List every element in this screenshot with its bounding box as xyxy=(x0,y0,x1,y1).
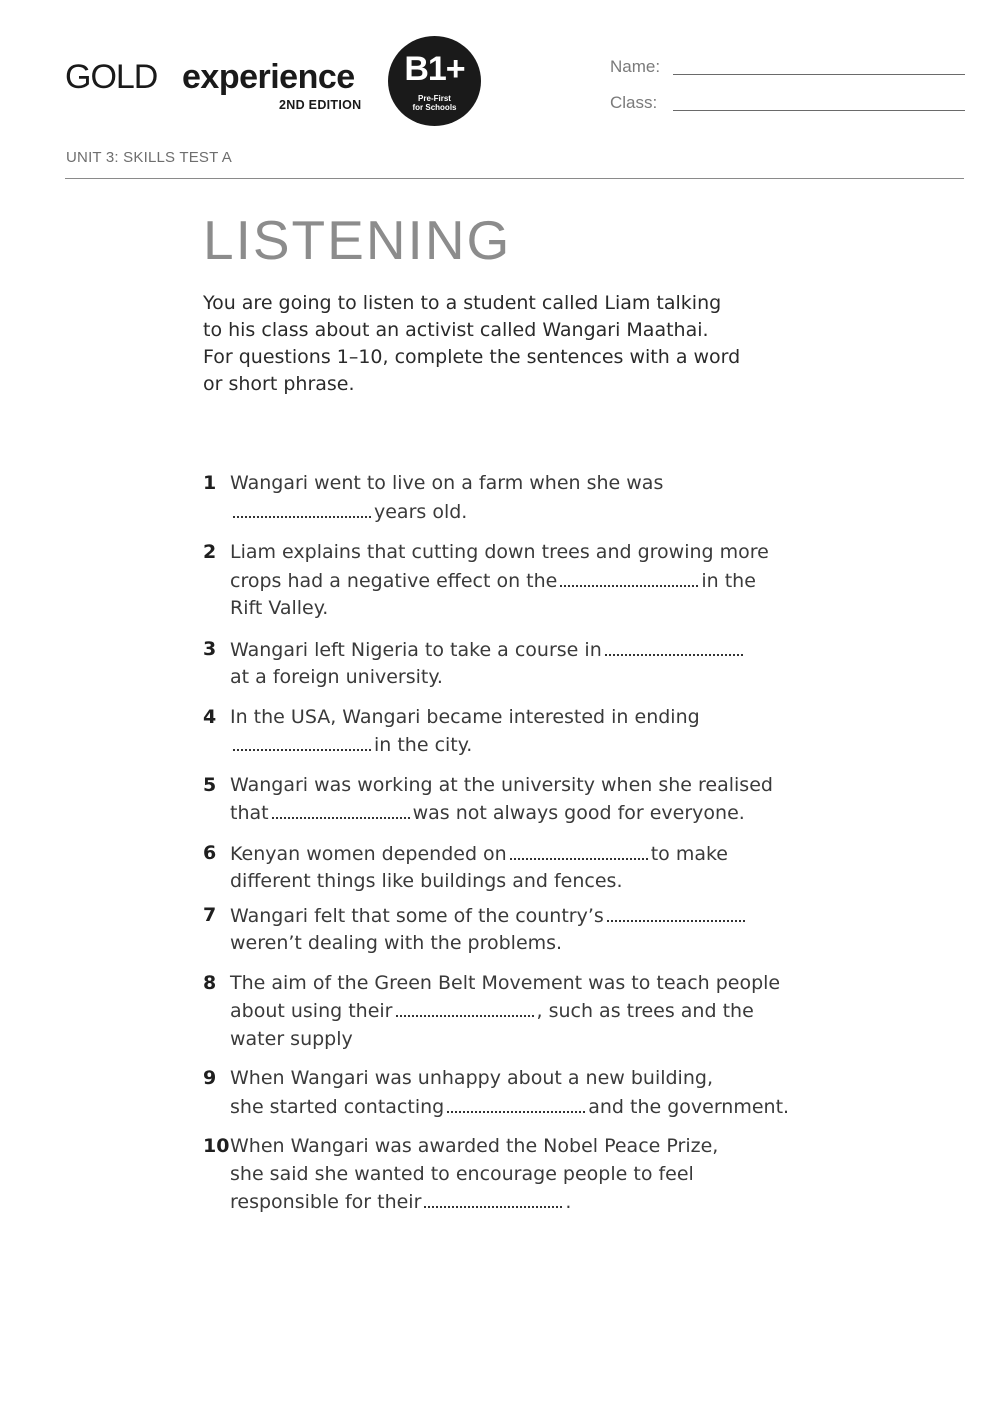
logo-experience-text: experience xyxy=(182,58,355,96)
question-item xyxy=(203,1133,843,1217)
badge-sub-line-2: for Schools xyxy=(412,103,457,112)
question-item xyxy=(203,470,843,526)
question-number: 8 xyxy=(203,971,217,994)
question-text: she said she wanted to encourage people to feel xyxy=(230,1162,694,1185)
question-number: 10 xyxy=(203,1135,230,1157)
question-line xyxy=(230,1133,843,1161)
question-text: In the USA, Wangari became interested in ending xyxy=(230,705,700,728)
question-text: Wangari went to live on a farm when she was xyxy=(230,472,664,494)
badge-subtitle xyxy=(388,94,481,112)
logo-edition-text: 2ND EDITION xyxy=(279,98,362,112)
answer-blank[interactable] xyxy=(272,799,410,819)
question-text: responsible for their xyxy=(230,1191,422,1213)
question-text: in the xyxy=(701,569,756,592)
question-line xyxy=(230,704,843,732)
question-text: Liam explains that cutting down trees and growing more xyxy=(230,541,769,563)
question-item xyxy=(203,636,843,692)
question-item xyxy=(203,539,843,623)
question-number: 6 xyxy=(203,841,217,864)
question-text: and the government. xyxy=(588,1095,790,1118)
question-text: When Wangari was unhappy about a new building, xyxy=(230,1067,713,1089)
question-line xyxy=(230,1161,843,1189)
question-text: to make xyxy=(650,842,728,865)
instructions-line: You are going to listen to a student called Liam talking xyxy=(203,292,722,314)
instructions xyxy=(203,290,813,398)
question-text: . xyxy=(565,1191,572,1213)
class-label: Class: xyxy=(610,93,658,112)
question-item xyxy=(203,772,843,828)
answer-blank[interactable] xyxy=(607,902,745,922)
question-text: The aim of the Green Belt Movement was to teach people xyxy=(230,971,781,994)
question-line xyxy=(230,868,843,896)
question-number: 1 xyxy=(203,472,217,494)
answer-blank[interactable] xyxy=(424,1188,562,1208)
answer-blank[interactable] xyxy=(560,567,698,587)
question-item xyxy=(203,902,843,958)
question-line xyxy=(230,840,843,869)
question-text: about using their xyxy=(230,1000,393,1022)
question-line xyxy=(230,539,843,567)
question-line xyxy=(230,731,843,760)
name-label: Name: xyxy=(610,57,661,76)
logo-gold-text: GOLD xyxy=(65,58,158,96)
question-number: 5 xyxy=(203,773,217,796)
question-text: Wangari was working at the university when she realised xyxy=(230,773,773,796)
question-line xyxy=(230,470,843,498)
name-line[interactable] xyxy=(673,74,965,75)
question-list xyxy=(203,470,843,1217)
question-text: that xyxy=(230,802,269,824)
question-line xyxy=(230,772,843,800)
question-text: Kenyan women depended on xyxy=(230,842,507,865)
question-line xyxy=(230,567,843,596)
question-text: crops had a negative effect on the xyxy=(230,569,558,592)
section-title: LISTENING xyxy=(203,209,512,271)
question-number: 9 xyxy=(203,1067,217,1089)
answer-blank[interactable] xyxy=(510,840,648,860)
question-line xyxy=(230,902,843,931)
instructions-line: or short phrase. xyxy=(203,373,355,395)
question-item xyxy=(203,840,843,896)
question-line xyxy=(230,636,843,665)
answer-blank[interactable] xyxy=(233,498,371,518)
question-line xyxy=(230,1026,843,1054)
answer-blank[interactable] xyxy=(233,731,371,751)
question-text: Wangari felt that some of the country’s xyxy=(230,904,604,927)
question-item xyxy=(203,970,843,1054)
question-item xyxy=(203,704,843,760)
question-text: When Wangari was awarded the Nobel Peace Prize, xyxy=(230,1135,719,1157)
question-line xyxy=(230,1188,843,1217)
question-item xyxy=(203,1065,843,1121)
question-number: 3 xyxy=(203,637,217,660)
question-text: Rift Valley. xyxy=(230,597,329,619)
class-line[interactable] xyxy=(673,110,965,111)
question-line xyxy=(230,930,843,958)
question-text: different things like buildings and fences. xyxy=(230,870,623,892)
unit-label: UNIT 3: SKILLS TEST A xyxy=(66,149,232,166)
level-badge xyxy=(388,36,481,126)
question-line xyxy=(230,498,843,527)
question-text: at a foreign university. xyxy=(230,666,443,688)
question-line xyxy=(230,799,843,828)
question-text: Wangari left Nigeria to take a course in xyxy=(230,638,602,661)
question-text: she started contacting xyxy=(230,1095,445,1118)
question-text: water supply xyxy=(230,1027,353,1050)
question-text: in the city. xyxy=(374,734,473,756)
question-number: 2 xyxy=(203,541,217,563)
instructions-line: For questions 1–10, complete the sentences with a word xyxy=(203,346,741,368)
instructions-line: to his class about an activist called Wangari Maathai. xyxy=(203,319,709,341)
question-text: weren’t dealing with the problems. xyxy=(230,932,563,954)
question-number: 7 xyxy=(203,903,217,926)
question-number: 4 xyxy=(203,705,217,728)
name-field[interactable] xyxy=(610,53,965,77)
question-line xyxy=(230,970,843,998)
question-line xyxy=(230,595,843,623)
badge-sub-line-1: Pre-First xyxy=(418,94,451,103)
badge-level-text: B1+ xyxy=(404,50,465,88)
answer-blank[interactable] xyxy=(396,997,534,1017)
question-line xyxy=(230,1065,843,1093)
question-line xyxy=(230,664,843,692)
question-line xyxy=(230,997,843,1026)
class-field[interactable] xyxy=(610,89,965,113)
header-divider xyxy=(65,178,964,179)
question-text: was not always good for everyone. xyxy=(412,802,745,824)
question-line xyxy=(230,1093,843,1122)
question-text: , such as trees and the xyxy=(536,1000,754,1022)
question-text: years old. xyxy=(374,500,468,523)
answer-blank[interactable] xyxy=(605,636,743,656)
answer-blank[interactable] xyxy=(447,1093,585,1113)
